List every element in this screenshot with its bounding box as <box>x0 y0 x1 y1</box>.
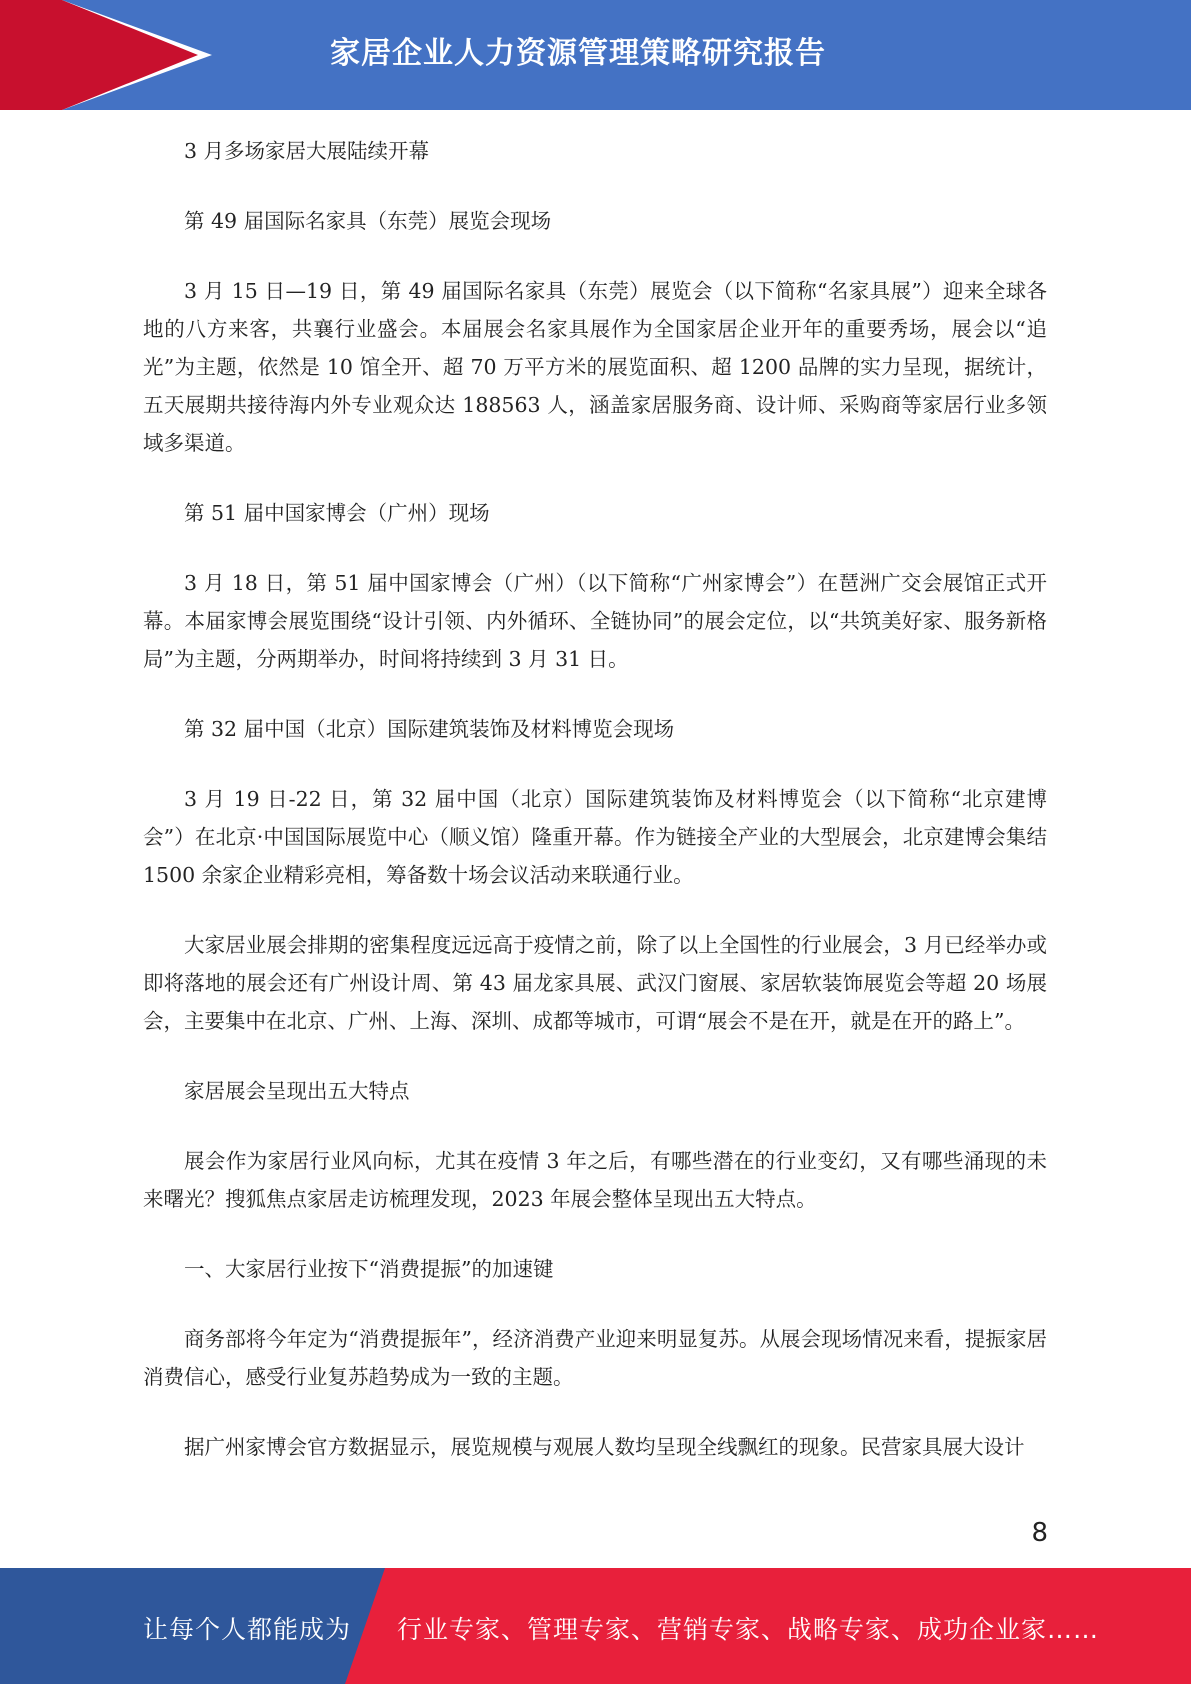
page-footer <box>0 1568 1191 1684</box>
paragraph: 3 月 15 日—19 日，第 49 届国际名家具（东莞）展览会（以下简称“名家具展”）迎来全球各地的八方来客，共襄行业盛会。本届展会名家具展作为全国家居企业开年的重要秀场，展会以“追光”为主题，依然是 10 馆全开、超 70 万平方米的展览面积、超 1200 品牌的实力呈现，据统计，五天展期共接待海内外专业观众达 188563 人，涵盖家居服务商、设计师、采购商等家居行业多领域多渠道。 <box>143 279 1047 455</box>
subheading: 第 32 届中国（北京）国际建筑装饰及材料博览会现场 <box>184 717 675 741</box>
subheading: 第 51 届中国家博会（广州）现场 <box>184 501 490 525</box>
footer-slogan-right: 行业专家、管理专家、营销专家、战略专家、成功企业家…… <box>397 1615 1100 1644</box>
document-body <box>143 132 1047 1466</box>
section-heading: 3 月多场家居大展陆续开幕 <box>184 139 430 163</box>
section-heading: 家居展会呈现出五大特点 <box>184 1079 410 1103</box>
paragraph: 3 月 18 日，第 51 届中国家博会（广州）（以下简称“广州家博会”）在琶洲广交会展馆正式开幕。本届家博会展览围绕“设计引领、内外循环、全链协同”的展会定位，以“共筑美好家、服务新格局”为主题，分两期举办，时间将持续到 3 月 31 日。 <box>143 571 1047 671</box>
page-number: 8 <box>1031 1518 1048 1548</box>
paragraph: 大家居业展会排期的密集程度远远高于疫情之前，除了以上全国性的行业展会，3 月已经举办或即将落地的展会还有广州设计周、第 43 届龙家具展、武汉门窗展、家居软装饰展览会等超 20 场展会，主要集中在北京、广州、上海、深圳、成都等城市，可谓“展会不是在开，就是在开的路上”。 <box>143 933 1047 1033</box>
paragraph: 展会作为家居行业风向标，尤其在疫情 3 年之后，有哪些潜在的行业变幻，又有哪些涌现的未来曙光？搜狐焦点家居走访梳理发现，2023 年展会整体呈现出五大特点。 <box>143 1149 1047 1211</box>
subheading: 一、大家居行业按下“消费提振”的加速键 <box>184 1257 554 1281</box>
report-title: 家居企业人力资源管理策略研究报告 <box>330 36 826 71</box>
header-red-block <box>0 0 62 110</box>
footer-slogan-left: 让每个人都能成为 <box>143 1615 352 1644</box>
subheading: 第 49 届国际名家具（东莞）展览会现场 <box>184 209 552 233</box>
page-header <box>0 0 1191 110</box>
header-arrow-icon <box>62 0 198 110</box>
paragraph: 3 月 19 日-22 日，第 32 届中国（北京）国际建筑装饰及材料博览会（以下简称“北京建博会”）在北京·中国国际展览中心（顺义馆）隆重开幕。作为链接全产业的大型展会，北京建博会集结 1500 余家企业精彩亮相，筹备数十场会议活动来联通行业。 <box>143 787 1047 887</box>
paragraph: 据广州家博会官方数据显示，展览规模与观展人数均呈现全线飘红的现象。民营家具展大设计 <box>184 1435 1025 1459</box>
paragraph: 商务部将今年定为“消费提振年”，经济消费产业迎来明显复苏。从展会现场情况来看，提振家居消费信心，感受行业复苏趋势成为一致的主题。 <box>143 1327 1047 1389</box>
